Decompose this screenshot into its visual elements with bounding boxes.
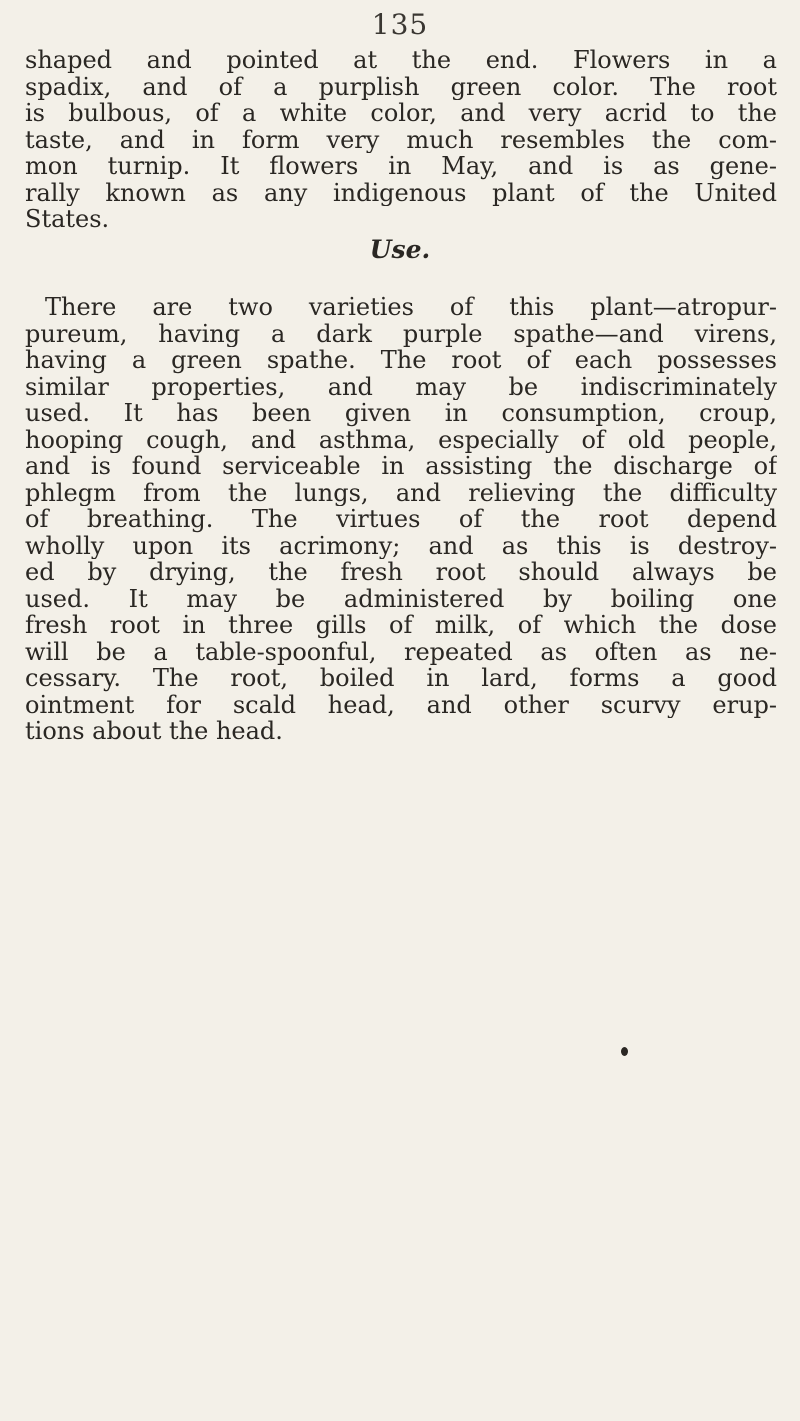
text-line: shaped and pointed at the end. Flowers in a	[25, 47, 777, 74]
ink-speck	[621, 1047, 628, 1056]
text-line: ed by drying, the fresh root should always be	[25, 559, 777, 586]
text-line: having a green spathe. The root of each possesses	[25, 347, 777, 374]
text-line: wholly upon its acrimony; and as this is destroy-	[25, 532, 777, 559]
text-line: similar properties, and may be indiscriminately	[25, 373, 777, 400]
text-line: spadix, and of a purplish green color. The root	[25, 73, 777, 100]
text-line: phlegm from the lungs, and relieving the difficulty	[25, 479, 777, 506]
text-line: States.	[25, 206, 110, 233]
text-line: will be a table-spoonful, repeated as often as ne-	[25, 638, 777, 665]
text-line: used. It has been given in consumption, croup,	[25, 400, 777, 427]
paragraph-description	[25, 47, 777, 233]
text-line: fresh root in three gills of milk, of which the dose	[25, 612, 777, 639]
text-line: mon turnip. It flowers in May, and is as gene-	[25, 153, 777, 180]
text-line: tions about the head.	[25, 718, 283, 745]
page-number: 135	[371, 8, 429, 41]
text-line: is bulbous, of a white color, and very acrid to the	[25, 100, 777, 127]
text-line: pureum, having a dark purple spathe—and virens,	[25, 320, 777, 347]
text-line: There are two varieties of this plant—atropur-	[45, 294, 777, 321]
text-line: taste, and in form very much resembles the com-	[25, 126, 777, 153]
text-line: cessary. The root, boiled in lard, forms a good	[25, 665, 777, 692]
text-line: hooping cough, and asthma, especially of old people,	[25, 426, 777, 453]
section-heading-use: Use.	[369, 235, 431, 264]
text-line: of breathing. The virtues of the root depend	[25, 506, 777, 533]
text-line: and is found serviceable in assisting the discharge of	[25, 453, 777, 480]
text-line: rally known as any indigenous plant of the United	[25, 179, 777, 206]
text-line: ointment for scald head, and other scurvy erup-	[25, 691, 777, 718]
text-line: used. It may be administered by boiling one	[25, 585, 777, 612]
paragraph-use	[25, 294, 777, 745]
